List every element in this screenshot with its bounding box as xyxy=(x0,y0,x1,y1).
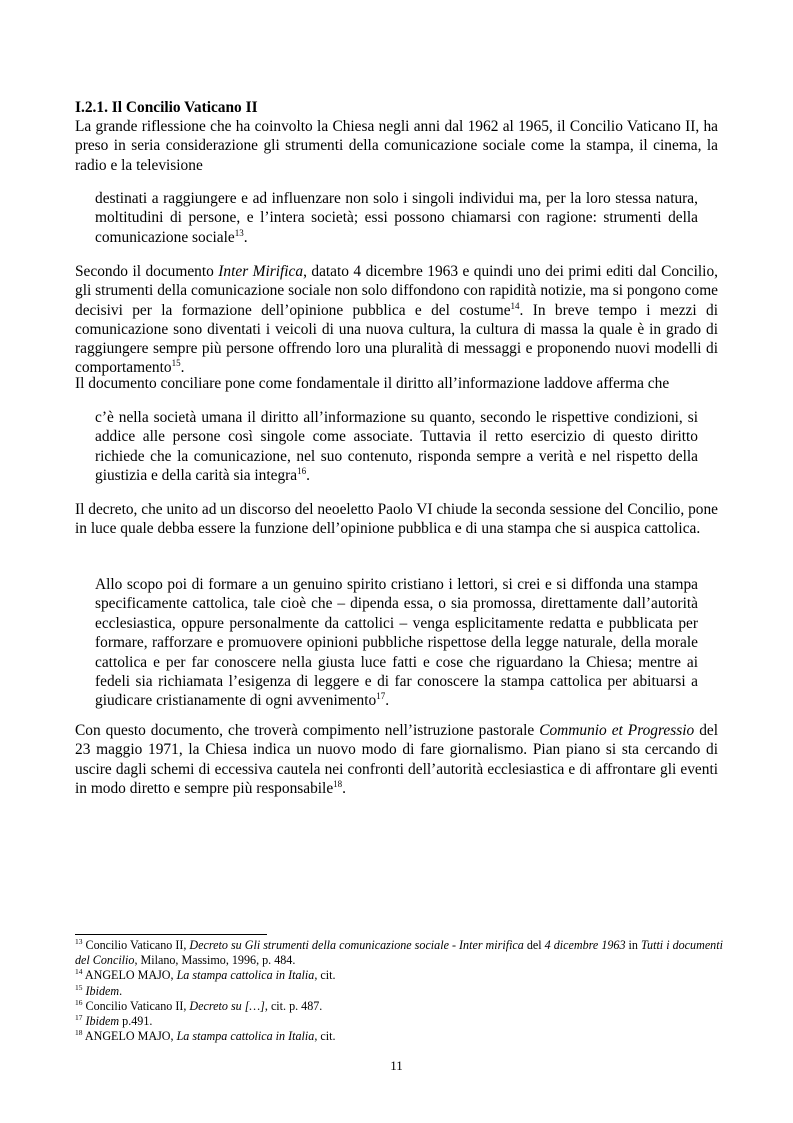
footnote-text: Concilio Vaticano II, xyxy=(82,998,190,1013)
footnote-separator xyxy=(75,934,267,935)
paragraph-3 xyxy=(75,374,718,393)
footnote-text: del xyxy=(523,938,545,952)
footnote-text: in xyxy=(625,938,641,952)
footnote-text: p.491. xyxy=(119,1014,153,1029)
block-quote-2 xyxy=(95,408,698,486)
quote-1-text: destinati a raggiungere e ad influenzare non solo i singoli individui ma, per la loro stessa natura, moltitudini di persone, e l’intera società; essi possono chiamarsi con ragione: strumenti della comunicazione sociale xyxy=(95,190,698,246)
section-heading: I.2.1. Il Concilio Vaticano II xyxy=(75,99,258,116)
paragraph-4-text: Il decreto, che unito ad un discorso del neoeletto Paolo VI chiude la seconda sessione del Concilio, pone in luce quale debba essere la funzione dell’opinione pubblica e di una stampa che si auspica cattolica. xyxy=(75,501,718,538)
paragraph-5-part-c: . xyxy=(342,779,347,797)
footnote-ref-18[interactable]: 18 xyxy=(333,778,343,789)
footnote-italic: Tutti i documenti del Concilio xyxy=(75,938,723,968)
footnote-13 xyxy=(75,938,725,968)
block-quote-3 xyxy=(95,575,698,711)
quote-2-end: . xyxy=(306,467,310,485)
footnote-italic: La stampa cattolica in Italia xyxy=(176,1029,315,1044)
footnote-16 xyxy=(75,999,725,1014)
paragraph-2-part-a: Secondo il documento xyxy=(75,263,219,280)
footnote-text: , Milano, Massimo, 1996, p. 484. xyxy=(134,953,296,968)
footnote-ref-15[interactable]: 15 xyxy=(171,358,181,369)
quote-3-end: . xyxy=(385,692,390,710)
footnote-18 xyxy=(75,1029,725,1044)
footnote-text: , cit. xyxy=(314,968,336,983)
paragraph-2 xyxy=(75,262,718,378)
paragraph-5-text xyxy=(75,721,718,798)
footnote-14 xyxy=(75,968,725,983)
footnote-15 xyxy=(75,984,725,999)
paragraph-1 xyxy=(75,117,718,175)
footnote-ref-16[interactable]: 16 xyxy=(297,466,307,477)
footnote-ref-13[interactable]: 13 xyxy=(234,227,244,238)
footnote-text: ANGELO MAJO, xyxy=(82,1029,177,1044)
footnote-number: 16 xyxy=(75,997,83,1007)
footnote-italic: 4 dicembre 1963 xyxy=(544,938,626,952)
footnote-number: 13 xyxy=(75,936,83,946)
footnote-text: . xyxy=(119,983,123,998)
footnote-italic: Ibidem xyxy=(85,1014,120,1029)
footnotes xyxy=(75,938,725,1044)
quote-3-text: Allo scopo poi di formare a un genuino spirito cristiano i lettori, si crei e si diffonda una stampa specificamente cattolica, tale cioè che – dipenda essa, o sia promossa, direttamente dall’autorità ecclesiastica, oppure personalmente da cattolici – venga esplicitamente redatta e pubblicata per formare, rafforzare e promuovere opinioni pubbliche rispettose della legge naturale, della morale cattolica e per far conoscere nella giusta luce fatti e cose che riguardano la Chiesa; mentre ai fedeli sia richiamata l’esigenza di leggere e di far conoscere la stampa cattolica per abituarsi a giudicare cristianamente di ogni avvenimento xyxy=(95,576,698,710)
footnote-italic: Decreto su […] xyxy=(189,998,265,1013)
paragraph-2-part-b: , datato 4 dicembre 1963 e quindi uno dei primi editi dal Concilio, gli strumenti della comunicazione sociale non solo diffondono con rapidità notizie, ma si pongono come decisivi per la formazione dell’opinione pubblica e del costume xyxy=(75,263,718,319)
footnote-ref-14[interactable]: 14 xyxy=(510,300,520,311)
paragraph-5 xyxy=(75,721,718,798)
quote-2-text: c’è nella società umana il diritto all’informazione su quanto, secondo le rispettive condizioni, si addice alle persone così singole come associate. Tuttavia il retto esercizio di questo diritto richiede che la comunicazione, nel suo contenuto, risponda sempre a verità e nel rispetto della giustizia e della carità sia integra xyxy=(95,409,698,485)
paragraph-2-part-d: . xyxy=(180,359,185,377)
paragraph-4 xyxy=(75,500,718,539)
footnote-17 xyxy=(75,1014,725,1029)
block-quote-1 xyxy=(95,189,698,247)
footnote-number: 14 xyxy=(75,967,83,977)
paragraph-1-text: La grande riflessione che ha coinvolto la Chiesa negli anni dal 1962 al 1965, il Concilio Vaticano II, ha preso in seria considerazione gli strumenti della comunicazione sociale come la stampa, il cinema, la radio e la televisione xyxy=(75,118,718,174)
paragraph-2-part-c: . In breve tempo i mezzi di comunicazione sono diventati i veicoli di una nuova cultura, la cultura di massa la quale è in grado di raggiungere sempre più persone offrendo loro una pluralità di messaggi e proponendo nuovi modelli di comportamento xyxy=(75,301,718,377)
footnote-text: , cit. p. 487. xyxy=(264,998,323,1013)
footnote-text: ANGELO MAJO, xyxy=(82,968,177,983)
footnote-italic: Ibidem xyxy=(85,983,120,998)
quote-1-end: . xyxy=(243,228,248,246)
footnote-text: , cit. xyxy=(314,1029,336,1044)
paragraph-3-text: Il documento conciliare pone come fondamentale il diritto all’informazione laddove afferma che xyxy=(75,375,670,392)
footnote-number: 15 xyxy=(75,982,83,992)
footnote-italic: Decreto su Gli strumenti della comunicazione sociale - Inter mirifica xyxy=(189,938,524,952)
paragraph-5-part-a: Con questo documento, che troverà compimento nell’istruzione pastorale xyxy=(75,722,540,739)
footnote-number: 18 xyxy=(75,1028,83,1038)
paragraph-5-part-b: del 23 maggio 1971, la Chiesa indica un nuovo modo di fare giornalismo. Pian piano si sta cercando di uscire dagli schemi di eccessiva cautela nei confronti dell’autorità ecclesiastica e di affrontare gli eventi in modo diretto e sempre più responsabile xyxy=(75,722,718,797)
footnote-ref-17[interactable]: 17 xyxy=(376,691,386,702)
footnote-number: 17 xyxy=(75,1012,83,1022)
paragraph-2-text xyxy=(75,262,718,378)
footnote-text: Concilio Vaticano II, xyxy=(82,938,190,952)
footnote-italic: La stampa cattolica in Italia xyxy=(176,968,315,983)
document-title-communio: Communio et Progressio xyxy=(539,722,695,739)
page-number: 11 xyxy=(390,1058,403,1073)
document-title-inter-mirifica: Inter Mirifica xyxy=(218,263,304,280)
